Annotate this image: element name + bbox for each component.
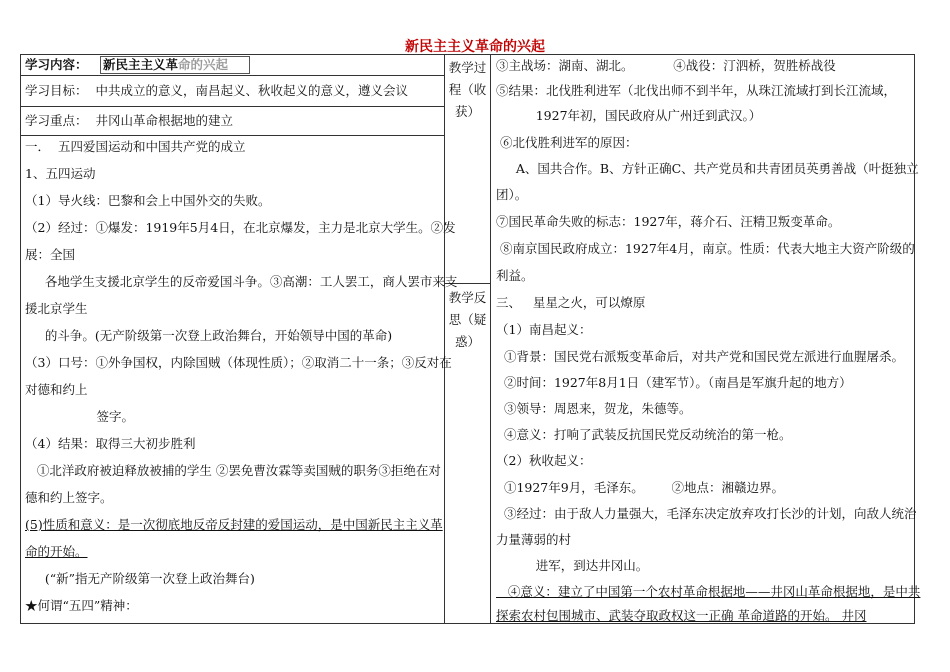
right-line: A、国共合作。B、方针正确C、共产党员和共青团员英勇善战（叶挺独立 [496, 161, 919, 176]
left-line: （2）经过：①爆发：1919年5月4日，在北京爆发，主力是北京大学生。②发 [25, 220, 456, 235]
left-line: (5)性质和意义：是一次彻底地反帝反封建的爱国运动，是中国新民主主义革 [25, 517, 443, 532]
left-line: 各地学生支援北京学生的反帝爱国斗争。③高潮：工人罢工，商人罢市来支 [25, 274, 458, 289]
left-line: 命的开始。 [25, 544, 88, 559]
lesson-table [20, 54, 921, 624]
topic-field [100, 56, 250, 74]
learning-goals: 学习目标： 中共成立的意义，南昌起义、秋收起义的意义，遵义会议 [25, 83, 408, 98]
left-line: 一． 五四爱国运动和中国共产党的成立 [25, 139, 246, 154]
left-line: （4）结果：取得三大初步胜利 [25, 436, 196, 451]
row-divider [21, 135, 444, 136]
right-line: ③领导：周恩来，贺龙，朱德等。 [496, 401, 692, 416]
right-line: ⑦国民革命失败的标志：1927年，蒋介石、汪精卫叛变革命。 [496, 214, 841, 229]
left-line: （3）口号：①外争国权，内除国贼（体现性质）；②取消二十一条；③反对在 [25, 355, 452, 370]
left-line: ★何谓“五四”精神： [25, 598, 138, 613]
left-line: 德和约上签字。 [25, 490, 113, 505]
column-divider-left [444, 55, 445, 623]
right-line: ②时间：1927年8月1日（建军节）。（南昌是军旗升起的地方） [496, 375, 852, 390]
key-points: 学习重点： 井冈山革命根据地的建立 [25, 113, 233, 128]
right-line: ④意义：建立了中国第一个农村革命根据地——井冈山革命根据地，是中共 [496, 584, 921, 599]
right-line: 力量薄弱的村 [496, 532, 572, 547]
reflection-label: 教学反思（疑惑） [448, 290, 487, 349]
right-line: ③主战场：湖南、湖北。 ④战役：汀泗桥，贺胜桥战役 [496, 58, 836, 73]
left-line: 对德和约上 [25, 382, 88, 397]
right-line: 1927年初，国民政府从广州迁到武汉。） [496, 108, 762, 123]
column-divider-right [490, 55, 491, 623]
page-title: 新民主主义革命的兴起 [405, 39, 545, 55]
left-line: 展：全国 [25, 247, 76, 262]
right-line: 利益。 [496, 268, 534, 283]
right-line: 进军，到达井冈山。 [496, 558, 649, 573]
right-line: 探索农村包围城市、武装夺取政权这一正确 革命道路的开始。 井冈 [496, 608, 867, 623]
right-line: （1）南昌起义： [496, 322, 592, 337]
left-line: 1、五四运动 [25, 166, 96, 181]
right-line: ④意义：打响了武装反抗国民党反动统治的第一枪。 [496, 427, 792, 442]
right-line: ⑤结果：北伐胜利进军（北伐出师不到半年，从珠江流域打到长江流域， [496, 83, 897, 98]
content-label: 学习内容： [25, 57, 88, 72]
topic-text-faded: 命的兴起 [178, 57, 229, 72]
left-line: （1）导火线：巴黎和会上中国外交的失败。 [25, 193, 271, 208]
left-line: 签字。 [25, 409, 135, 424]
row-divider [21, 75, 444, 76]
left-line: 的斗争。(无产阶级第一次登上政治舞台，开始领导中国的革命) [25, 328, 393, 343]
process-label: 教学过程（收获） [448, 60, 487, 119]
left-line: (“新”指无产阶级第一次登上政治舞台) [25, 571, 255, 586]
right-line: 团）。 [496, 187, 528, 202]
right-line: （2）秋收起义： [496, 453, 592, 468]
left-line: 援北京学生 [25, 301, 88, 316]
right-line: 三、 星星之火，可以燎原 [496, 295, 646, 310]
right-line: ①背景：国民党右派叛变革命后，对共产党和国民党左派进行血腥屠杀。 [496, 349, 904, 364]
right-line: ⑥北伐胜利进军的原因： [496, 135, 638, 150]
topic-text: 新民主主义革 [103, 57, 179, 72]
left-line: ①北洋政府被迫释放被捕的学生 ②罢免曹汝霖等卖国贼的职务③拒绝在对 [25, 463, 441, 478]
right-line: ①1927年9月，毛泽东。 ②地点：湘赣边界。 [496, 480, 785, 495]
row-divider [21, 106, 444, 107]
right-line: ⑧南京国民政府成立：1927年4月，南京。性质：代表大地主大资产阶级的 [496, 241, 915, 256]
right-line: ③经过：由于敌人力量强大，毛泽东决定放弃攻打长沙的计划，向敌人统治 [496, 506, 917, 521]
